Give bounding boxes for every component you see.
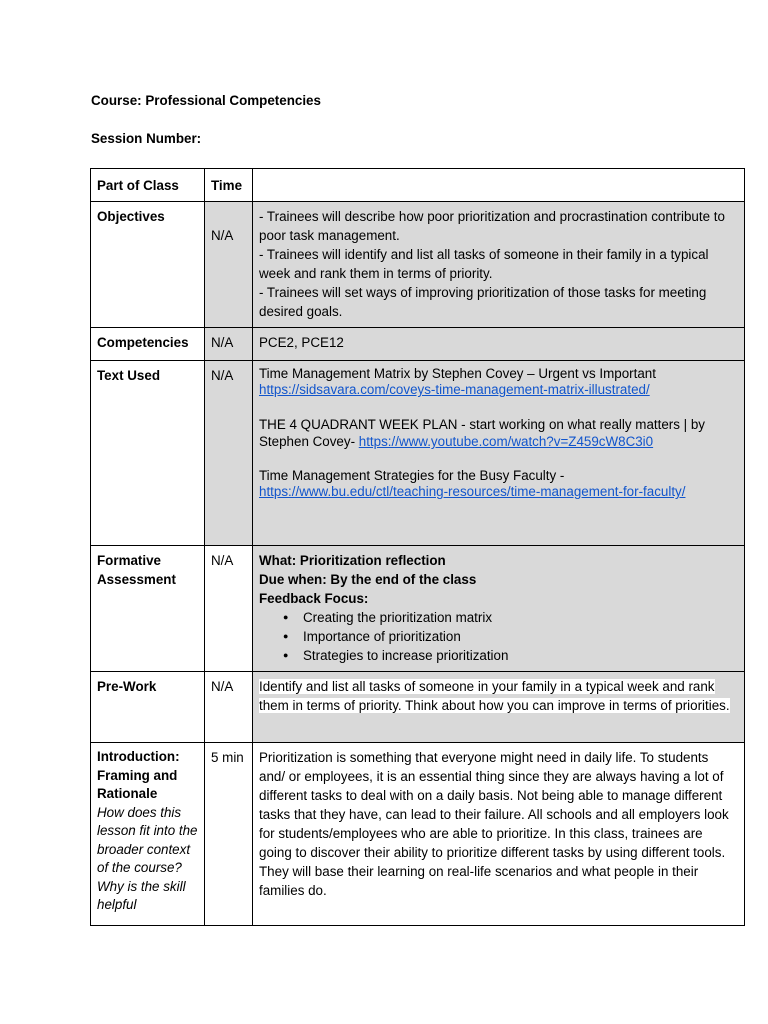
formative-assessment-label: Formative Assessment — [91, 546, 205, 672]
competencies-label: Competencies — [91, 328, 205, 361]
text-used-time: N/A — [205, 361, 253, 546]
formative-assessment-content — [253, 546, 745, 672]
course-title: Course: Professional Competencies — [91, 93, 321, 108]
text-used-label: Text Used — [91, 361, 205, 546]
resource-title: Time Management Matrix by Stephen Covey – Urgent vs Important — [259, 366, 656, 381]
pre-work-label: Pre-Work — [91, 672, 205, 743]
resource-title: THE 4 QUADRANT WEEK PLAN - start working on what really matters | by Stephen Covey- — [259, 417, 705, 449]
competencies-time: N/A — [205, 328, 253, 361]
header-time: Time — [205, 169, 253, 202]
list-item: ● Creating the prioritization matrix — [303, 608, 738, 627]
lesson-plan-table — [90, 168, 745, 926]
header-part-of-class: Part of Class — [91, 169, 205, 202]
objective-line: - Trainees will describe how poor prioritization and procrastination contribute to poor task management. — [259, 209, 725, 243]
formative-assessment-time: N/A — [205, 546, 253, 672]
introduction-time: 5 min — [205, 743, 253, 926]
pre-work-text: Identify and list all tasks of someone in your family in a typical week and rank them in terms of priority. Think about how you can improve in terms of priorities. — [259, 679, 730, 713]
objectives-label: Objectives — [91, 202, 205, 328]
resource-link[interactable]: https://www.bu.edu/ctl/teaching-resources/time-management-for-faculty/ — [259, 484, 686, 499]
resource-title: Time Management Strategies for the Busy Faculty - — [259, 468, 565, 483]
introduction-label-cell — [91, 743, 205, 926]
assessment-due: Due when: By the end of the class — [259, 572, 477, 587]
resource-entry — [259, 416, 738, 450]
pre-work-content — [253, 672, 745, 743]
table-header-row — [91, 169, 745, 202]
objectives-time: N/A — [205, 202, 253, 328]
resource-link[interactable]: https://www.youtube.com/watch?v=Z459cW8C3i0 — [358, 434, 654, 449]
feedback-focus-list — [259, 608, 738, 665]
objectives-row — [91, 202, 745, 328]
text-used-row — [91, 361, 745, 546]
competencies-value: PCE2, PCE12 — [253, 328, 745, 361]
feedback-focus-label: Feedback Focus: — [259, 591, 369, 606]
introduction-label: Introduction: Framing and Rationale — [97, 749, 180, 801]
pre-work-row — [91, 672, 745, 743]
assessment-what: What: Prioritization reflection — [259, 553, 446, 568]
list-item: ● Strategies to increase prioritization — [303, 646, 738, 665]
objectives-content — [253, 202, 745, 328]
objective-line: - Trainees will set ways of improving prioritization of those tasks for meeting desired goals. — [259, 285, 707, 319]
competencies-row — [91, 328, 745, 361]
introduction-text: Prioritization is something that everyone might need in daily life. To students and/ or employees, it is an essential thing since they are always having a lot of different tasks to deal with on a daily basis. Not being able to manage different tasks that they have, can lead to their failure. All schools and all employers look for students/employees who are able to prioritize. In this class, trainees are going to discover their ability to prioritize different tasks by using different tools. They will base their learning on real-life scenarios and what people in their families do. — [253, 743, 745, 926]
introduction-question: How does this lesson fit into the broader context of the course? Why is the skill helpful — [97, 804, 198, 912]
pre-work-time: N/A — [205, 672, 253, 743]
resource-link[interactable]: https://sidsavara.com/coveys-time-management-matrix-illustrated/ — [259, 382, 650, 397]
header-content — [253, 169, 745, 202]
list-item: ● Importance of prioritization — [303, 627, 738, 646]
introduction-row — [91, 743, 745, 926]
formative-assessment-row — [91, 546, 745, 672]
text-used-content — [253, 361, 745, 546]
objective-line: - Trainees will identify and list all tasks of someone in their family in a typical week and rank them in terms of priority. — [259, 247, 709, 281]
session-number-label: Session Number: — [91, 131, 202, 146]
